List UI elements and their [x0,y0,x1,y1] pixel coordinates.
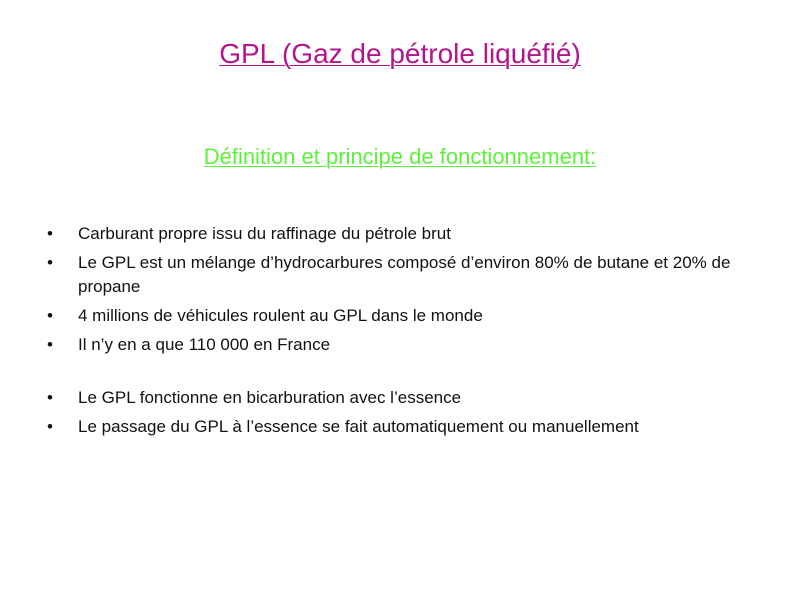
bullet-item [40,222,770,246]
slide-subtitle: Définition et principe de fonctionnement: [203,144,597,169]
bullet-marker: • [47,335,53,354]
bullet-text: Carburant propre issu du raffinage du pétrole brut [78,224,451,243]
bullet-text: Le GPL est un mélange d’hydrocarbures composé d’environ 80% de butane et 20% de propane [78,253,731,296]
bullet-text: 4 millions de véhicules roulent au GPL dans le monde [78,306,483,325]
bullet-text: Le GPL fonctionne en bicarburation avec l’essence [78,388,462,407]
bullet-item [40,304,770,328]
bullet-marker: • [47,306,53,325]
bullet-item [40,333,770,357]
bullet-text: Le passage du GPL à l’essence se fait automatiquement ou manuellement [78,417,639,436]
bullet-marker: • [47,253,53,272]
bullet-item [40,251,770,299]
bullet-marker: • [47,224,53,243]
bullet-item [40,415,770,439]
bullet-marker: • [47,388,53,407]
bullet-item [40,386,770,410]
bullet-text: Il n’y en a que 110 000 en France [78,335,331,354]
bullet-marker: • [47,417,53,436]
slide-title: GPL (Gaz de pétrole liquéfié) [219,38,581,69]
bullet-list [40,222,770,444]
